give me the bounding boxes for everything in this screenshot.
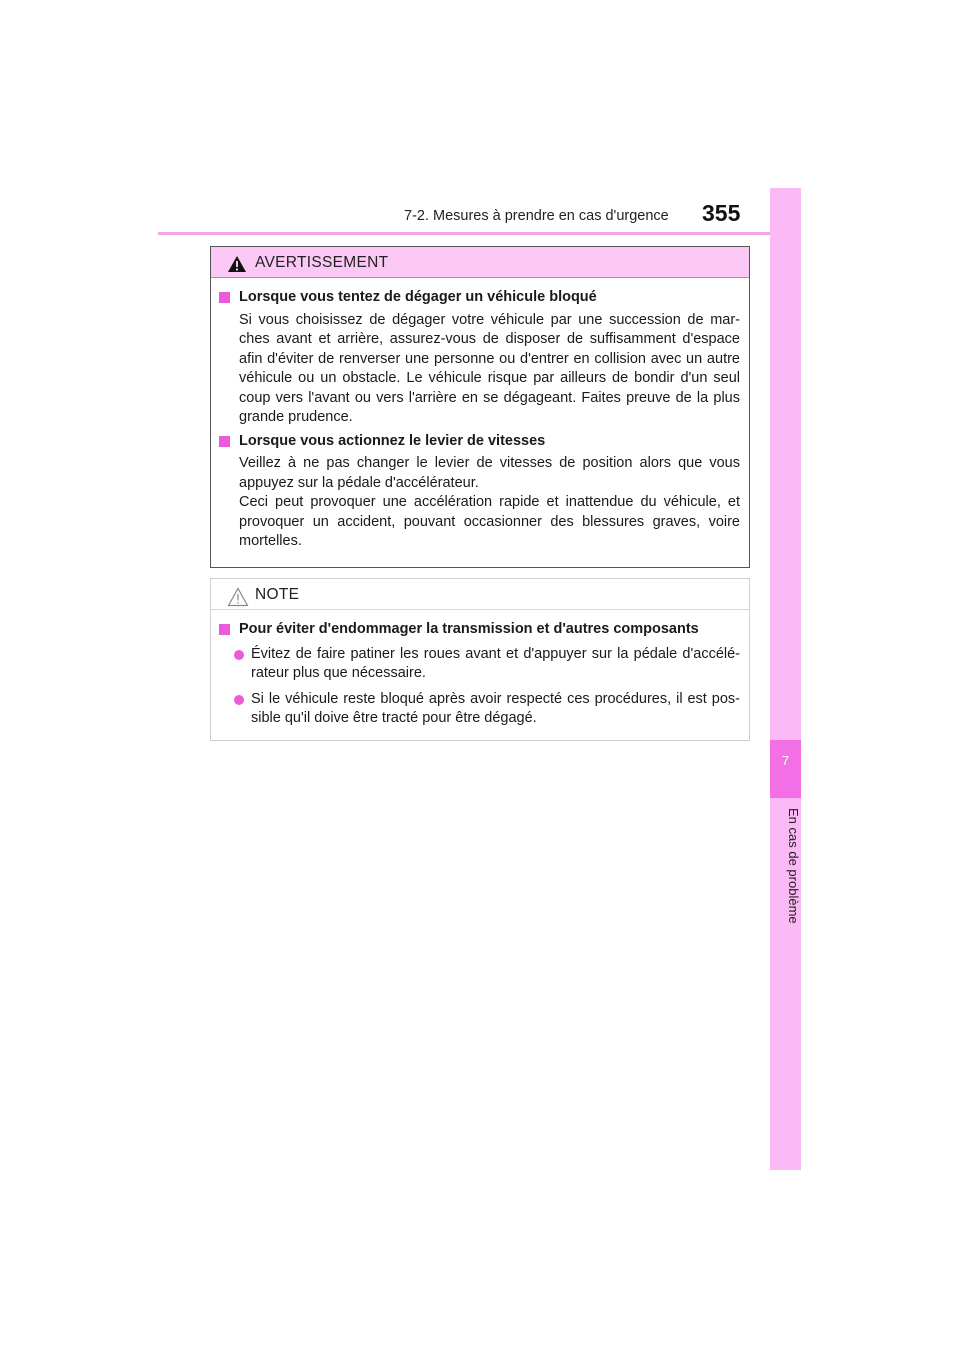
warning-header [211, 247, 749, 278]
note-title: NOTE [255, 586, 300, 603]
square-bullet-icon [219, 292, 230, 303]
list-item: Évitez de faire patiner les roues avant et d'appuyer sur la pédale d'accélé-rateur plus que nécessaire. [219, 645, 740, 684]
note-heading: Pour éviter d'endommager la transmission et d'autres composants [219, 620, 740, 640]
warning-box [210, 246, 750, 568]
chapter-label: En cas de problème [786, 808, 801, 924]
chapter-side-tab [770, 188, 801, 1170]
warning-section-shift-lever [219, 432, 740, 552]
running-header-title: 7-2. Mesures à prendre en cas d'urgence [404, 208, 669, 224]
section-heading: Lorsque vous actionnez le levier de vitesses [219, 432, 740, 452]
round-bullet-icon [234, 695, 244, 705]
square-bullet-icon [219, 436, 230, 447]
chapter-number-box [770, 740, 801, 798]
square-bullet-icon [219, 624, 230, 635]
caution-triangle-outline-icon [227, 587, 249, 607]
warning-section-stuck-vehicle [219, 288, 740, 428]
warning-triangle-icon [227, 255, 247, 273]
section-paragraph: Si vous choisissez de dégager votre véhicule par une succession de mar-ches avant et arrière, assurez-vous de disposer de suffisamment d'espace afin d'éviter de renverser une personne ou d'entrer en collision avec un autre véhicule ou un obstacle. Le véhicule risque par ailleurs de bondir d'un seul coup vers l'avant ou vers l'arrière en se dégageant. Faites preuve de la plus grande prudence. [239, 311, 740, 425]
warning-title: AVERTISSEMENT [255, 254, 389, 271]
header-rule [158, 232, 801, 235]
section-paragraph: Veillez à ne pas changer le levier de vitesses de position alors que vous appuyez sur la pédale d'accélérateur. [239, 455, 740, 491]
section-heading: Lorsque vous tentez de dégager un véhicule bloqué [219, 288, 740, 308]
chapter-number: 7 [781, 753, 790, 768]
page-number: 355 [702, 200, 741, 226]
note-header [211, 579, 749, 610]
round-bullet-icon [234, 650, 244, 660]
warning-body [211, 278, 749, 552]
section-paragraph: Ceci peut provoquer une accélération rapide et inattendue du véhicule, et provoquer un accident, pouvant occasionner des blessures graves, voire mortelles. [239, 494, 740, 549]
note-body [211, 610, 749, 729]
note-box [210, 578, 750, 741]
list-item: Si le véhicule reste bloqué après avoir respecté ces procédures, il est pos-sible qu'il doive être tracté pour être dégagé. [219, 690, 740, 729]
